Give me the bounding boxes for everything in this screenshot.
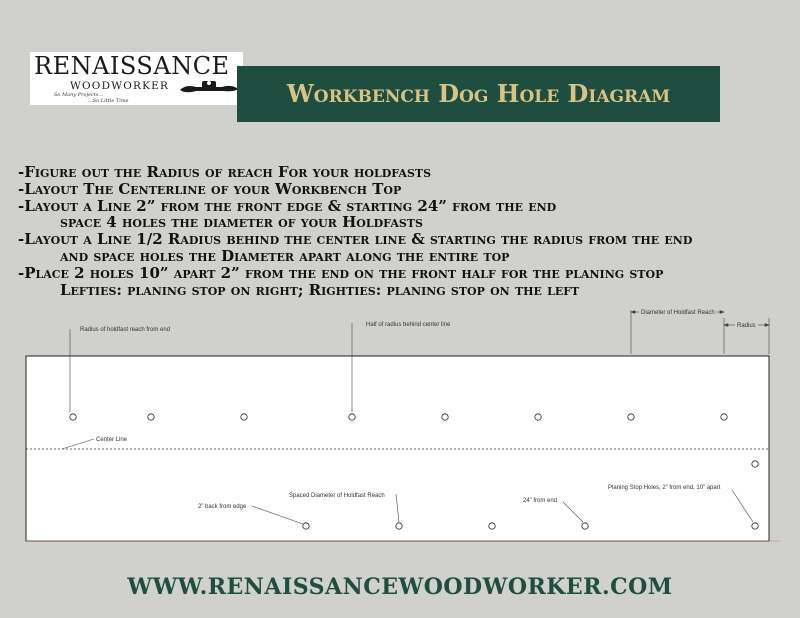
label-back-from-edge: 2” back from edge [198,504,247,510]
label-center-line: Center Line [96,437,128,443]
page-title: Workbench Dog Hole Diagram [286,79,671,108]
dog-hole [535,414,541,420]
arrow-icon [631,311,635,314]
dog-hole [628,414,634,420]
label-spaced-diameter: Spaced Diameter of Holdfast Reach [289,493,385,499]
label-radius: Radius [737,323,756,329]
arrow-icon [765,324,769,327]
instruction-line: and space holes the Diameter apart along the entire top [60,247,510,265]
label-diameter-reach: Diameter of Holdfast Reach [641,310,715,316]
dog-hole [582,523,588,529]
dog-hole [303,523,309,529]
instruction-line: -Layout a Line 2” from the front edge & starting 24” from the end [18,197,557,215]
label-from-end: 24” from end [523,498,558,504]
logo-tagline-1: So Many Projects... [54,92,104,98]
instruction-line: -Layout The Centerline of your Workbench Top [18,180,402,198]
dog-hole [489,523,495,529]
logo-tagline-2: ...So Little Time [88,98,129,104]
instruction-line: Lefties: planing stop on right; Righties: planing stop on the left [60,281,580,299]
planing-stop-hole [752,523,758,529]
label-half-radius: Half of radius behind center line [366,322,451,328]
label-planing-stop: Planing Stop Holes, 2” from end, 10” apart [608,485,721,491]
workbench-top [26,356,769,541]
website-footer: WWW.RENAISSANCEWOODWORKER.COM [127,574,673,600]
dog-hole [396,523,402,529]
label-radius-reach: Radius of holdfast reach from end [80,327,171,333]
instruction-line: -Figure out the Radius of reach For your holdfasts [18,163,432,181]
dog-hole [349,414,355,420]
arrow-icon [724,324,728,327]
arrow-icon [720,311,724,314]
dog-hole [721,414,727,420]
dog-hole [241,414,247,420]
logo-name: RENAISSANCE [34,52,230,80]
instruction-line: -Layout a Line 1/2 Radius behind the center line & starting the radius from the end [18,230,693,248]
dog-hole [148,414,154,420]
planing-stop-hole [752,461,758,467]
logo-subtitle: WOODWORKER [70,80,170,92]
dog-hole [442,414,448,420]
dog-hole [70,414,76,420]
instruction-line: -Place 2 holes 10” apart 2” from the end on the front half for the planing stop [18,264,664,282]
instruction-line: space 4 holes the diameter of your Holdfasts [60,213,423,231]
